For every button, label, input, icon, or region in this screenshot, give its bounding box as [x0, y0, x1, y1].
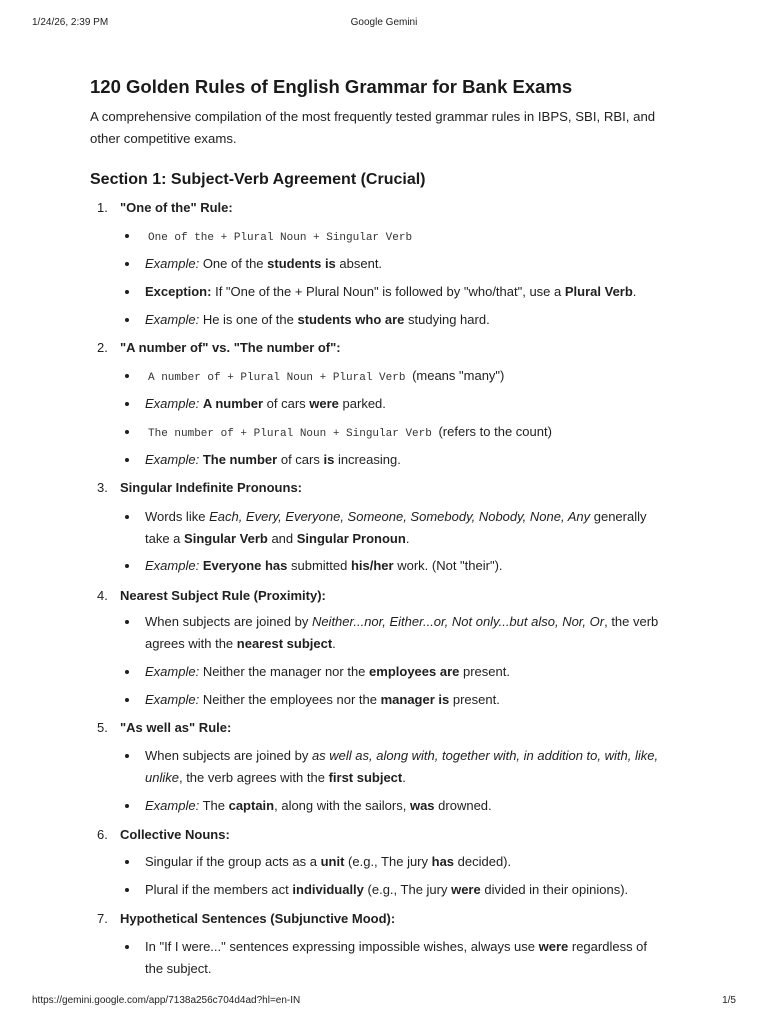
- print-title: Google Gemini: [350, 17, 418, 28]
- bullet-text: When subjects are joined by Neither...nor, Either...or, Not only...but also, Nor, Or, the verb agrees with the nearest subject.: [145, 614, 659, 651]
- print-page-number: 1/5: [722, 995, 736, 1006]
- document-title: 120 Golden Rules of English Grammar for Bank Exams: [90, 76, 573, 97]
- bullet-text: Example: Everyone has submitted his/her work. (Not "their").: [145, 558, 503, 573]
- bullet-dot-icon: [125, 430, 129, 434]
- bullet-dot-icon: [125, 564, 129, 568]
- bullet-text: Example: He is one of the students who are studying hard.: [145, 312, 490, 327]
- bullet-dot-icon: [125, 670, 129, 674]
- section-title: Section 1: Subject-Verb Agreement (Crucial): [90, 171, 426, 188]
- rule-title: "As well as" Rule:: [120, 720, 232, 735]
- bullet-dot-icon: [125, 458, 129, 462]
- bullet-dot-icon: [125, 402, 129, 406]
- document-page: [90, 74, 680, 976]
- bullet-text: Example: One of the students is absent.: [145, 256, 383, 271]
- bullet-dot-icon: [125, 945, 129, 949]
- bullet-dot-icon: [125, 754, 129, 758]
- bullet-text: [145, 225, 665, 249]
- bullet-dot-icon: [125, 888, 129, 892]
- rule-number: 4.: [97, 588, 108, 603]
- bullet-dot-icon: [125, 234, 129, 238]
- bullet-dot-icon: [125, 515, 129, 519]
- rule-number: 1.: [97, 200, 108, 215]
- bullet-text: When subjects are joined by as well as, along with, together with, in addition to, with, like, unlike, the verb agrees with the first subject.: [145, 748, 659, 785]
- rule-title: Hypothetical Sentences (Subjunctive Mood):: [120, 911, 396, 926]
- bullet-text: Example: A number of cars were parked.: [145, 396, 386, 411]
- bullet-dot-icon: [125, 318, 129, 322]
- rule-number: 3.: [97, 480, 108, 495]
- rule-number: 5.: [97, 720, 108, 735]
- code-formula: The number of + Plural Noun + Singular Verb: [148, 428, 432, 440]
- bullet-dot-icon: [125, 698, 129, 702]
- rule-number: 7.: [97, 911, 108, 926]
- bullet-text: The number of + Plural Noun + Singular Verb (refers to the count): [145, 421, 665, 445]
- rule-number: 2.: [97, 340, 108, 355]
- bullet-text: Plural if the members act individually (e.g., The jury were divided in their opinions).: [145, 882, 629, 897]
- print-footer: [32, 995, 736, 1006]
- document-intro: A comprehensive compilation of the most frequently tested grammar rules in IBPS, SBI, RBI, and other competitive exams.: [90, 109, 656, 146]
- bullet-text: Exception: If "One of the + Plural Noun" is followed by "who/that", use a Plural Verb.: [145, 284, 637, 299]
- rule-title: "One of the" Rule:: [120, 200, 233, 215]
- bullet-dot-icon: [125, 374, 129, 378]
- code-formula: A number of + Plural Noun + Plural Verb: [148, 372, 406, 384]
- bullet-text: Example: The number of cars is increasing.: [145, 452, 401, 467]
- bullet-text: A number of + Plural Noun + Plural Verb (means "many"): [145, 365, 665, 389]
- print-header: [32, 17, 736, 28]
- bullet-text: Example: The captain, along with the sailors, was drowned.: [145, 798, 492, 813]
- bullet-dot-icon: [125, 804, 129, 808]
- bullet-text: Example: Neither the employees nor the manager is present.: [145, 692, 500, 707]
- bullet-text: Example: Neither the manager nor the employees are present.: [145, 664, 510, 679]
- bullet-text: Singular if the group acts as a unit (e.g., The jury has decided).: [145, 854, 512, 869]
- bullet-text: Words like Each, Every, Everyone, Someone, Somebody, Nobody, None, Any generally take a Singular Verb and Singular Pronoun.: [145, 509, 647, 546]
- print-datetime: 1/24/26, 2:39 PM: [32, 17, 109, 28]
- rule-number: 6.: [97, 827, 108, 842]
- rule-title: Nearest Subject Rule (Proximity):: [120, 588, 326, 603]
- code-formula: One of the + Plural Noun + Singular Verb: [148, 232, 413, 244]
- rule-title: Collective Nouns:: [120, 827, 230, 842]
- rule-title: Singular Indefinite Pronouns:: [120, 480, 302, 495]
- bullet-dot-icon: [125, 262, 129, 266]
- bullet-dot-icon: [125, 620, 129, 624]
- rule-title: "A number of" vs. "The number of":: [120, 340, 341, 355]
- bullet-dot-icon: [125, 290, 129, 294]
- bullet-text: In "If I were..." sentences expressing impossible wishes, always use were regardless of the subject.: [145, 939, 648, 976]
- print-url: https://gemini.google.com/app/7138a256c704d4ad?hl=en-IN: [32, 995, 301, 1006]
- bullet-dot-icon: [125, 860, 129, 864]
